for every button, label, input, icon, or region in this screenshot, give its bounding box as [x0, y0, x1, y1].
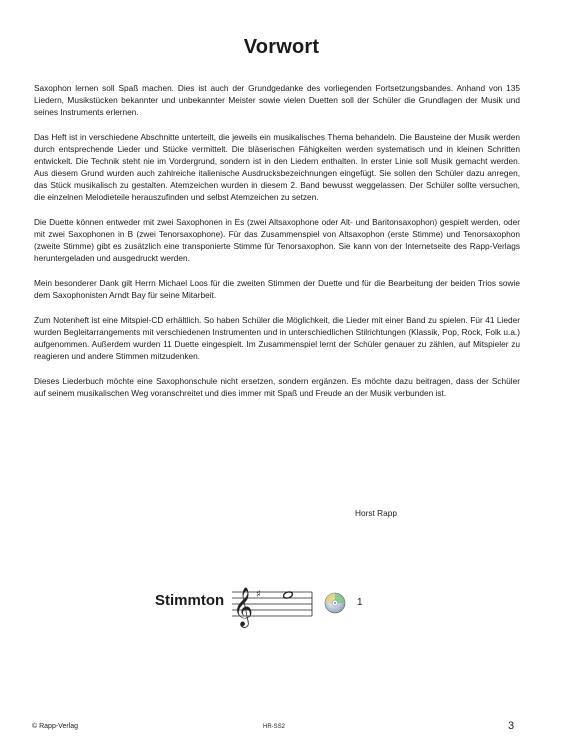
page-number: 3 — [508, 720, 515, 732]
paragraph: Saxophon lernen soll Spaß machen. Dies ist auch der Grundgedanke des vorliegenden Fortsetzungsbandes. Anhand von 135 Liedern, Musikstücken bekannter und unbekannter Meister sowie vielen Duetten soll der Schüler die Grundlagen der Musik und seines Instruments erlernen. — [34, 83, 520, 118]
page-title: Vorwort — [243, 36, 320, 58]
preface-body — [34, 82, 520, 412]
paragraph: Das Heft ist in verschiedene Abschnitte unterteilt, die jeweils ein musikalisches Thema behandeln. Die Bausteine der Musik werden durch entsprechende Lieder und Stücke vermittelt. Die bläserischen Fähigkeiten werden systematisch und in kleinen Schritten entwickelt. Die Technik steht nie im Vordergrund, sondern ist in den Liedern enthalten. In erster Linie soll Musik gemacht werden. Aus diesem Grund wurden auch zahlreiche italienische Ausdrucksbezeichnungen eingefügt. Sie sollen den Schüler dazu anregen, das Stück musikalisch zu gestalten. Atemzeichen wurden in diesem 2. Band bewusst weggelassen. Der Schüler sollte versuchen, die einzelnen Melodieteile herauszufinden und selbst Atemzeichen zu setzen. — [34, 131, 520, 203]
paragraph: Die Duette können entweder mit zwei Saxophonen in Es (zwei Altsaxophone oder Alt- und Baritonsaxophon) gespielt werden, oder mit zwei Saxophonen in B (zwei Tenorsaxophone). Für das Zusammenspiel von Altsaxophon (erste Stimme) und Tenorsaxophon (zweite Stimme) gibt es zusätzlich eine transponierte Stimme für Tenorsaxophon. Sie kann von der Internetseite des Rapp-Verlags heruntergeladen und ausgedruckt werden. — [34, 217, 520, 264]
svg-text:♯: ♯ — [256, 589, 261, 600]
paragraph: Zum Notenheft ist eine Mitspiel-CD erhältlich. So haben Schüler die Möglichkeit, die Lieder mit einer Band zu spielen. Für 41 Lieder wurden Begleitarrangements mit verschiedenen Instrumenten und in unterschiedlichen Stilrichtungen (Klassik, Pop, Rock, Folk u.a.) aufgenommen. Außerdem wurden 11 Duette eingespielt. Im Zusammenspiel lernt der Schüler genauer zu zählen, auf Mitspieler zu reagieren und andere Stimmen mitzudenken. — [34, 314, 520, 362]
track-number: 1 — [357, 597, 363, 608]
copyright: © Rapp-Verlag — [32, 723, 79, 730]
cd-icon — [324, 592, 346, 614]
svg-text:𝄞: 𝄞 — [233, 587, 254, 627]
stimmton-label: Stimmton — [155, 592, 225, 609]
signature: Horst Rapp — [355, 508, 397, 518]
paragraph: Mein besonderer Dank gilt Herrn Michael Loos für die zweiten Stimmen der Duette und für die Bearbeitung der beiden Trios sowie dem Saxophonisten Arndt Bay für seine Mitarbeit. — [34, 278, 520, 301]
paragraph: Dieses Liederbuch möchte eine Saxophonschule nicht ersetzen, sondern ergänzen. Es möchte dazu beitragen, dass der Schüler auf seinem musikalischen Weg voranschreitet und dies immer mit Spaß und Freude an der Musik verbunden ist. — [34, 375, 520, 398]
publication-code: HR-SS2 — [263, 724, 286, 730]
treble-clef-icon — [232, 580, 314, 630]
